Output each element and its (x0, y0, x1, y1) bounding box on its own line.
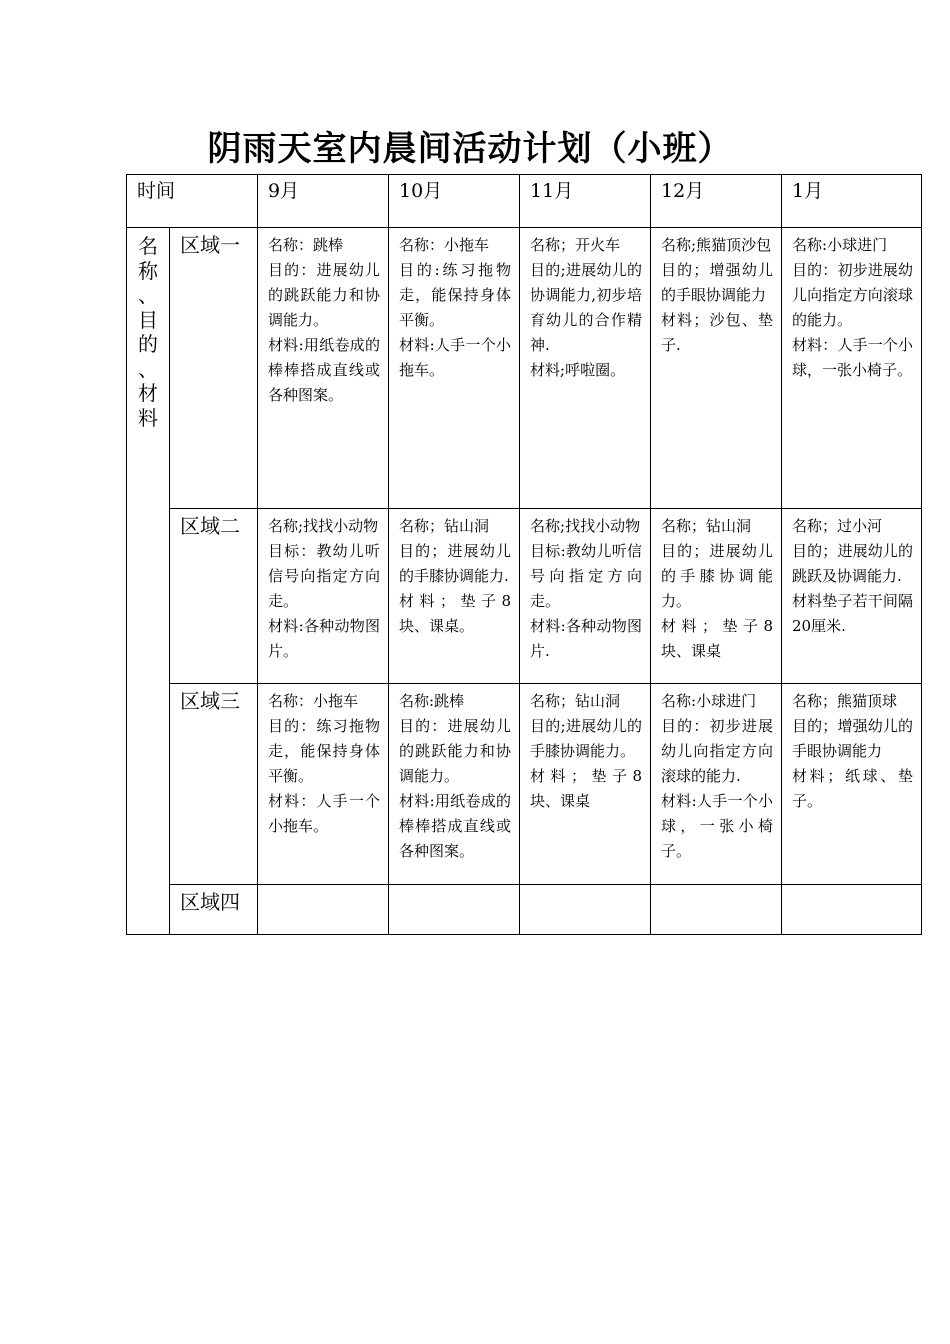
side-label-char: 材 (138, 381, 158, 405)
activity-cell (782, 885, 922, 935)
activity-cell (782, 684, 922, 885)
activity-cell (651, 885, 782, 935)
zone-label: 区域二 (170, 509, 258, 684)
zone-label: 区域四 (170, 885, 258, 935)
activity-material: 材料垫子若干间隔20厘米. (792, 592, 914, 635)
zone-row-2 (127, 509, 922, 684)
activity-goal: 目的：初步进展幼儿向指定方向滚球的能力。 (792, 261, 914, 329)
activity-goal: 目的：初步进展幼儿向指定方向滚球的能力. (661, 717, 774, 785)
activity-cell (389, 885, 520, 935)
side-label-char: 、 (138, 283, 158, 307)
activity-name: 名称；过小河 (792, 517, 883, 535)
activity-name: 名称：小拖车 (399, 236, 490, 254)
month-header: 11月 (520, 175, 651, 228)
activity-cell (520, 509, 651, 684)
activity-material: 材料：人手一个小拖车。 (268, 792, 381, 835)
activity-name: 名称；钻山洞 (530, 692, 621, 710)
activity-name: 名称；开火车 (530, 236, 621, 254)
zone-label: 区域一 (170, 228, 258, 509)
activity-name: 名称；钻山洞 (661, 517, 752, 535)
activity-cell (258, 509, 389, 684)
zone-row-1 (127, 228, 922, 509)
activity-goal: 目的;进展幼儿的手膝协调能力。 (530, 717, 643, 760)
side-label (127, 228, 169, 430)
activity-material: 材料；垫子8块、课桌 (530, 767, 643, 810)
activity-goal: 目的；进展幼儿的手膝协调能力。 (661, 542, 774, 610)
activity-goal: 目的;进展幼儿的协调能力,初步培育幼儿的合作精神. (530, 261, 643, 354)
activity-cell (389, 509, 520, 684)
activity-material: 材料；垫子8块、课桌 (661, 617, 774, 660)
activity-goal: 目标：教幼儿听信号向指定方向走。 (268, 542, 381, 610)
zone-label: 区域三 (170, 684, 258, 885)
zone-row-4 (127, 885, 922, 935)
activity-goal: 目的:练习拖物走，能保持身体平衡。 (399, 261, 512, 329)
activity-material: 材料；垫子8块、课桌。 (399, 592, 512, 635)
activity-material: 材料:用纸卷成的棒棒搭成直线或各种图案。 (268, 336, 381, 404)
activity-material: 材料；沙包、垫子. (661, 311, 774, 354)
activity-name: 名称;找找小动物 (268, 517, 379, 535)
activity-material: 材料:用纸卷成的棒棒搭成直线或各种图案。 (399, 792, 512, 860)
activity-cell (520, 684, 651, 885)
activity-plan-table (126, 174, 922, 935)
activity-cell (389, 684, 520, 885)
activity-cell (651, 509, 782, 684)
activity-cell (782, 509, 922, 684)
side-label-char: 料 (138, 405, 158, 430)
activity-name: 名称:小球进门 (792, 236, 888, 254)
activity-name: 名称：跳棒 (268, 236, 344, 254)
activity-material: 材料:人手一个小球，一张小椅子。 (661, 792, 774, 860)
month-header: 9月 (258, 175, 389, 228)
side-label-cell (127, 228, 170, 935)
side-label-char: 称 (138, 258, 158, 283)
time-header: 时间 (127, 175, 258, 228)
activity-cell (520, 228, 651, 509)
activity-goal: 目标:教幼儿听信号向指定方向走。 (530, 542, 643, 610)
month-header: 10月 (389, 175, 520, 228)
activity-goal: 目的；增强幼儿的手眼协调能力 (661, 261, 774, 304)
month-header: 1月 (782, 175, 922, 228)
activity-material: 材料；纸球、垫子。 (792, 767, 914, 810)
activity-goal: 目的；增强幼儿的手眼协调能力 (792, 717, 914, 760)
activity-cell (651, 228, 782, 509)
side-label-char: 目 (138, 307, 158, 332)
activity-material: 材料：人手一个小球，一张小椅子。 (792, 336, 914, 379)
activity-name: 名称:跳棒 (399, 692, 465, 710)
activity-goal: 目的；进展幼儿的手膝协调能力. (399, 542, 512, 585)
activity-goal: 目的：练习拖物走，能保持身体平衡。 (268, 717, 381, 785)
header-row (127, 175, 922, 228)
activity-goal: 目的：进展幼儿的跳跃能力和协调能力。 (399, 717, 512, 785)
activity-material: 材料;呼啦圈。 (530, 361, 626, 379)
side-label-char: 、 (138, 356, 158, 381)
activity-material: 材料:各种动物图片. (530, 617, 643, 660)
activity-goal: 目的：进展幼儿的跳跃能力和协调能力。 (268, 261, 381, 329)
activity-material: 材料:各种动物图片。 (268, 617, 381, 660)
activity-cell (782, 228, 922, 509)
activity-name: 名称；熊猫顶球 (792, 692, 898, 710)
activity-cell (651, 684, 782, 885)
activity-cell (389, 228, 520, 509)
activity-name: 名称：小拖车 (268, 692, 359, 710)
side-label-char: 名 (138, 234, 158, 258)
activity-name: 名称;熊猫顶沙包 (661, 236, 772, 254)
side-label-char: 的 (138, 332, 158, 356)
activity-goal: 目的；进展幼儿的跳跃及协调能力. (792, 542, 914, 585)
zone-row-3 (127, 684, 922, 885)
activity-name: 名称;找找小动物 (530, 517, 641, 535)
activity-material: 材料:人手一个小拖车。 (399, 336, 512, 379)
activity-cell (258, 885, 389, 935)
page-title: 阴雨天室内晨间活动计划（小班） (207, 129, 733, 169)
month-header: 12月 (651, 175, 782, 228)
activity-cell (258, 684, 389, 885)
activity-cell (258, 228, 389, 509)
activity-cell (520, 885, 651, 935)
activity-name: 名称:小球进门 (661, 692, 757, 710)
activity-name: 名称；钻山洞 (399, 517, 490, 535)
